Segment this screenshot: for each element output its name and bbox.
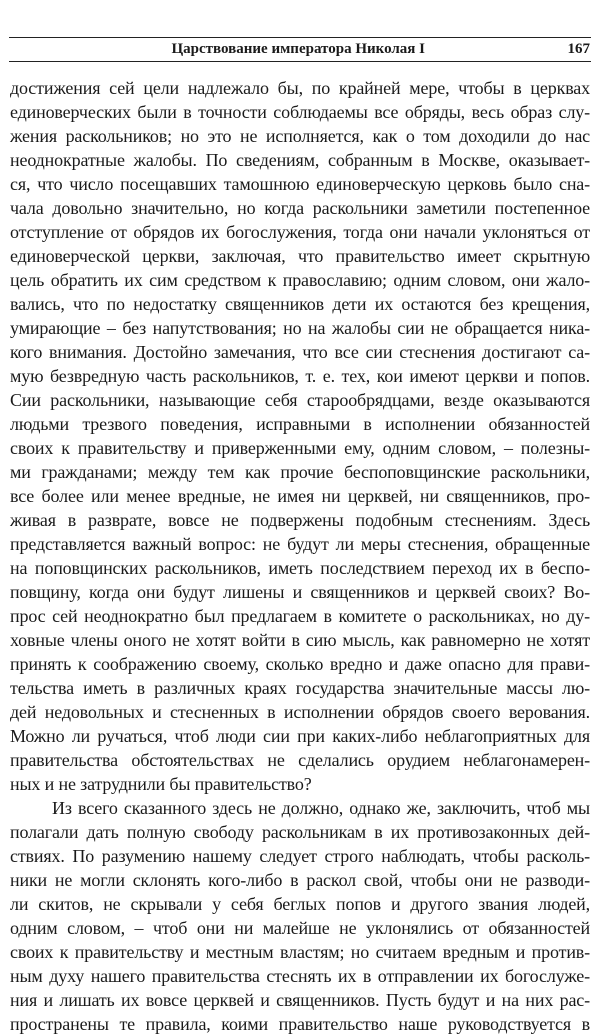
text-line: неоднократные жалобы. По сведениям, собранным в Москве, оказывает- <box>10 150 590 170</box>
text-line: одним словом, – чтоб они ни малейше не уклонялись от обязанностей <box>10 918 590 938</box>
text-line: своих к правительству и местным властям; но считаем вредным и против- <box>10 942 590 962</box>
text-line: цель обратить их сим средством к православию; одним словом, они жало- <box>10 270 590 290</box>
text-line: повщину, когда они будут лишены и священников и церквей своих? Во- <box>10 582 590 602</box>
text-line: единоверческих были в точности соблюдаемы все обряды, весь образ слу- <box>10 102 590 122</box>
text-line: принять к соображению своему, сколько вредно и даже опасно для прави- <box>10 654 590 674</box>
body-text <box>10 76 590 1036</box>
text-line: ники не могли склонять кого-либо в раскол свой, чтобы они не разводи- <box>10 870 590 890</box>
text-line: достижения сей цели надлежало бы, по крайней мере, чтобы в церквах <box>10 78 590 98</box>
text-line: умирающие – без напутствования; но на жалобы сии не обращается ника- <box>10 318 590 338</box>
text-line: ным духу нашего правительства стеснять их в отправлении их богослуже- <box>10 966 590 986</box>
text-line: ния и лишать их вовсе церквей и священников. Пусть будут и на них рас- <box>10 990 590 1010</box>
header-top-rule <box>9 37 591 38</box>
header-bottom-rule <box>9 61 591 62</box>
text-line: своих к правительству и приверженными ему, одним словом, – полезны- <box>10 438 590 458</box>
text-line: дей недовольных и стесненных в исполнении обрядов своего верования. <box>10 702 590 722</box>
text-line: Можно ли ручаться, чтоб люди сии при каких-либо неблагоприятных для <box>10 726 590 746</box>
text-line: Из всего сказанного здесь не должно, однако же, заключить, чтоб мы <box>52 798 590 818</box>
text-line: полагали дать полную свободу раскольникам в их противозаконных дей- <box>10 822 590 842</box>
text-line: чала довольно значительно, но когда раскольники заметили постепенное <box>10 198 590 218</box>
text-line: правительства обстоятельствах не сделались орудием неблагонамерен- <box>10 750 590 770</box>
text-line: тельства иметь в различных краях государства значительные массы лю- <box>10 678 590 698</box>
text-line: Сии раскольники, называющие себя старообрядцами, везде оказываются <box>10 390 590 410</box>
text-line: ствиях. По разумению нашему следует строго наблюдать, чтобы расколь- <box>10 846 590 866</box>
text-line: пространены те правила, коими правительство наше руководствуется в <box>10 1014 590 1034</box>
text-line: ли скитов, не скрывали у себя беглых попов и другого звания людей, <box>10 894 590 914</box>
text-line: все более или менее вредные, не имея ни церквей, ни священников, про- <box>10 486 590 506</box>
text-line: вались, что по недостатку священников дети их остаются без крещения, <box>10 294 590 314</box>
page-number: 167 <box>567 41 590 57</box>
text-line: кого внимания. Достойно замечания, что все сии стеснения достигают са- <box>10 342 590 362</box>
text-line: живая в разврате, вовсе не подвержены подобным стеснениям. Здесь <box>10 510 590 530</box>
text-line: ся, что число посещавших тамошнюю единоверческую церковь было сна- <box>10 174 590 194</box>
text-line: отступление от обрядов их богослужения, тогда они начали уклоняться от <box>10 222 590 242</box>
text-line: единоверческой церкви, заключая, что правительство имеет скрытную <box>10 246 590 266</box>
running-head <box>9 40 590 58</box>
text-line: прос сей неоднократно был предлагаем в комитете о раскольниках, но ду- <box>10 606 590 626</box>
text-line: мую безвредную часть раскольников, т. е. тех, кои имеют церкви и попов. <box>10 366 590 386</box>
text-line: ных и не затруднили бы правительство? <box>10 774 312 794</box>
running-title: Царствование императора Николая I <box>171 41 425 57</box>
text-line: на поповщинских раскольников, иметь последствием переход их в беспо- <box>10 558 590 578</box>
text-line: жения раскольников; но это не исполняется, как о том доходили до нас <box>10 126 590 146</box>
text-line: людьми трезвого поведения, исправными в исполнении обязанностей <box>10 414 590 434</box>
text-line: представляется важный вопрос: не будут ли меры стеснения, обращенные <box>10 534 590 554</box>
text-line: ми гражданами; между тем как прочие беспоповщинские раскольники, <box>10 462 590 482</box>
text-line: ховные члены оного не хотят войти в сию мысль, как равномерно не хотят <box>10 630 590 650</box>
